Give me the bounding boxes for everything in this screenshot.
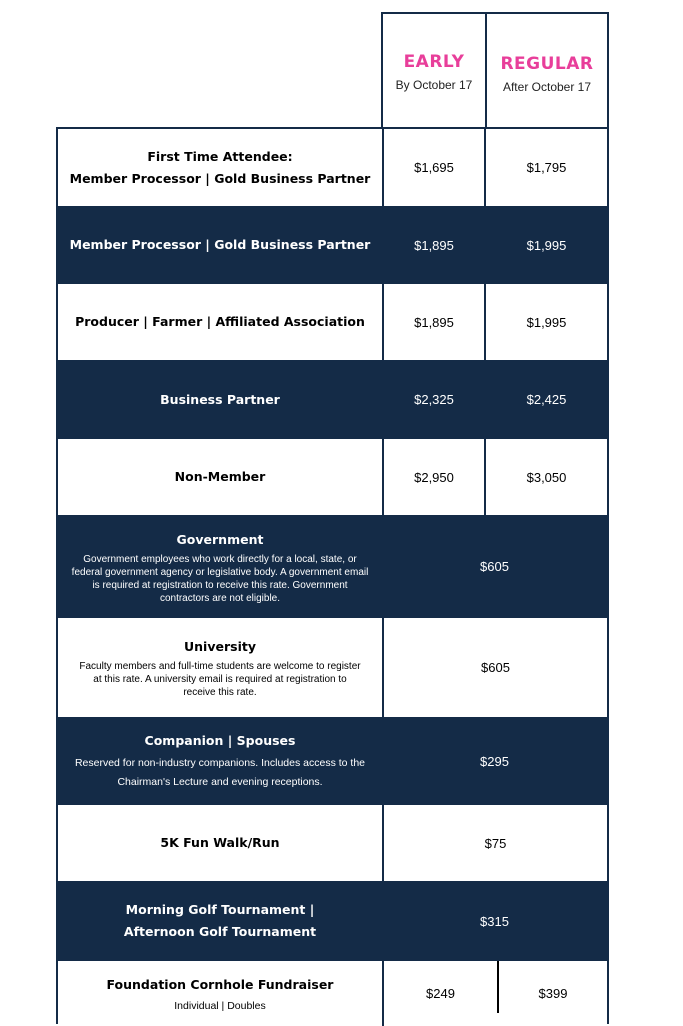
table-row [58, 284, 607, 360]
row-label [58, 805, 382, 881]
table-row [58, 515, 607, 618]
label-line: First Time Attendee: [147, 148, 293, 164]
label-line: Business Partner [160, 391, 280, 407]
table-row [58, 961, 607, 1026]
label-line: 5K Fun Walk/Run [160, 835, 280, 850]
row-label [58, 284, 382, 360]
label-line: Producer | Farmer | Affiliated Association [75, 314, 365, 329]
doubles-price: $399 [538, 986, 568, 1001]
price: $605 [480, 559, 509, 574]
label-line: University [184, 639, 256, 654]
row-description: Faculty members and full-time students are welcome to register at this rate. A university email is required at registration to receive this rate. [79, 661, 361, 698]
table-row [58, 129, 607, 206]
row-label [58, 618, 382, 717]
individual-price: $249 [382, 961, 497, 1026]
early-title: EARLY [403, 52, 465, 72]
table-row [58, 360, 607, 439]
regular-subtitle: After October 17 [502, 80, 592, 94]
regular-header [485, 12, 609, 129]
regular-price: $3,050 [526, 469, 567, 485]
table-row [58, 206, 607, 284]
row-description: Government employees who work directly for a local, state, or federal government agency or legislative body. A government email is required at registration to receive this rate. Government contractors are not eligible. [71, 553, 369, 604]
label-line: Morning Golf Tournament | [125, 902, 315, 917]
price: $605 [382, 618, 607, 717]
row-label [58, 439, 382, 515]
table-row [58, 439, 607, 515]
pricing-table [56, 127, 609, 1024]
label-line: Foundation Cornhole Fundraiser [106, 977, 334, 992]
early-price: $2,325 [414, 392, 454, 407]
label-line: Government [176, 531, 264, 547]
early-price: $1,895 [382, 284, 486, 360]
row-label [58, 129, 382, 206]
row-label [58, 515, 382, 618]
early-price: $1,895 [414, 237, 454, 253]
regular-price: $1,995 [526, 237, 567, 253]
row-label [58, 717, 382, 805]
early-header [381, 12, 487, 129]
table-row [58, 881, 607, 961]
row-label [58, 881, 382, 961]
row-label [58, 961, 382, 1026]
regular-title: REGULAR [500, 54, 594, 74]
regular-price: $2,425 [526, 392, 567, 407]
early-price: $2,950 [382, 439, 486, 515]
label-line: Afternoon Golf Tournament [123, 924, 317, 939]
regular-price: $1,995 [526, 314, 567, 330]
label-line: Non-Member [174, 469, 266, 484]
label-line: Companion | Spouses [144, 733, 296, 748]
early-price: $1,695 [382, 129, 486, 206]
row-label [58, 360, 382, 439]
early-subtitle: By October 17 [395, 78, 473, 92]
regular-price: $1,795 [526, 160, 567, 175]
table-row [58, 618, 607, 717]
row-label [58, 206, 382, 284]
table-row [58, 717, 607, 805]
label-line: Member Processor | Gold Business Partner [69, 237, 371, 252]
row-description: Reserved for non-industry companions. Includes access to the Chairman's Lecture and evening receptions. [74, 757, 366, 788]
price: $295 [480, 753, 509, 769]
price: $315 [480, 913, 509, 929]
label-line: Member Processor | Gold Business Partner [69, 170, 371, 186]
row-description: Individual | Doubles [174, 1000, 266, 1012]
price: $75 [382, 805, 607, 881]
table-row [58, 805, 607, 881]
